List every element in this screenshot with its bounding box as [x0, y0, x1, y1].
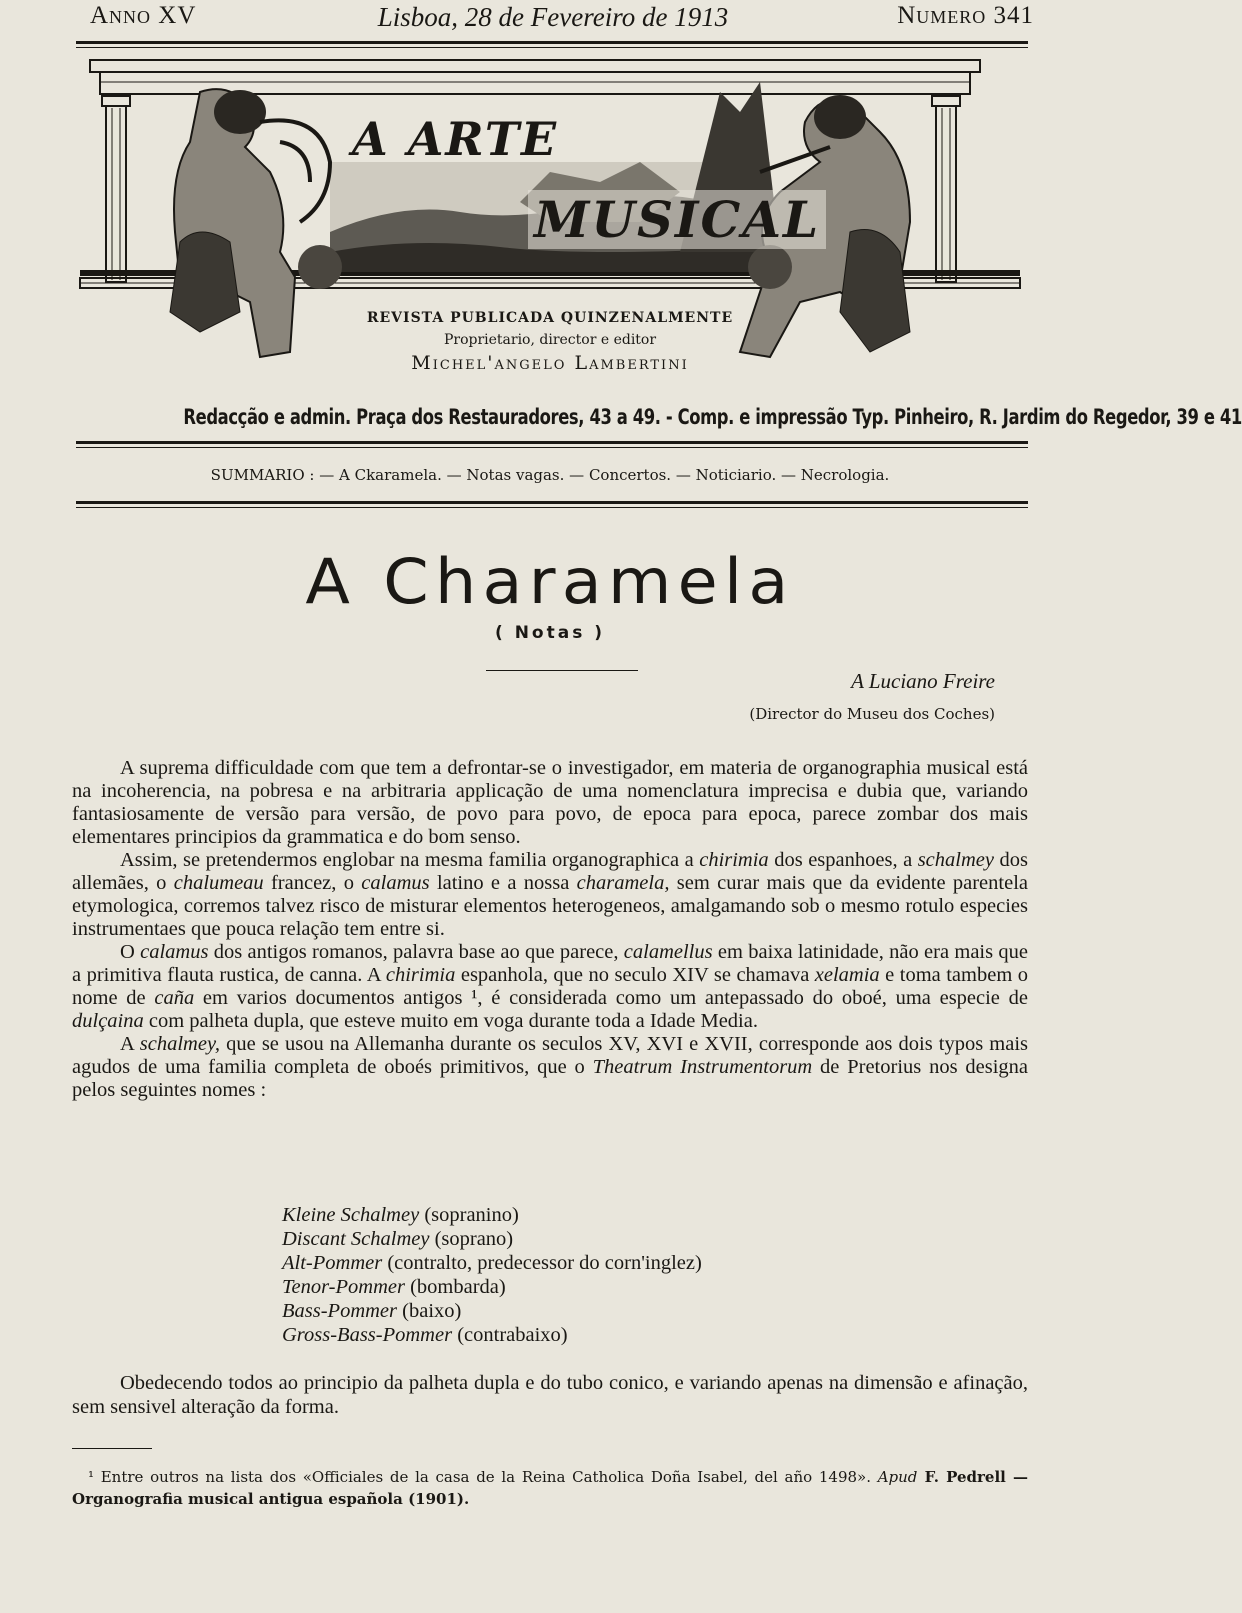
magazine-subtitle: REVISTA PUBLICADA QUINZENALMENTE: [366, 310, 734, 326]
instrument-list: [282, 1203, 702, 1347]
list-item: Discant Schalmey (soprano): [282, 1228, 514, 1250]
dedication-note: (Director do Museu dos Coches): [749, 705, 995, 723]
footnote: [72, 1466, 1028, 1510]
list-item: Bass-Pommer (baixo): [282, 1300, 462, 1322]
paragraph-1: A suprema difficuldade com que tem a defrontar-se o investigador, em materia de organographia musical está na incoherencia, na pobresa e na arbitraria applicação de uma nomenclatura imprecisa e dubia que, variando fantasiosamente de versão para versão, de povo para povo, de epoca para epoca, parece zombar dos mais elementares principios da grammatica e do bom senso.: [72, 757, 1028, 848]
footnote-rule: [72, 1448, 152, 1449]
address-rule: [76, 441, 1028, 444]
owner-line: Proprietario, director e editor: [443, 332, 657, 348]
masthead: [80, 52, 1020, 392]
header-rule-top-thin: [76, 47, 1028, 48]
summary-rule-thin: [76, 507, 1028, 508]
paragraph-2: Assim, se pretendermos englobar na mesma familia organographica a chirimia dos espanhoes, a schalmey dos allemães, o chalumeau francez, o calamus latino e a nossa charamela, sem curar mais que da evidente parentela etymologica, corremos talvez risco de misturar elementos heterogeneos, amalgamando sob o mesmo rotulo especies instrumentaes que pouca relação tem entre si.: [72, 849, 1028, 940]
magazine-title-line1: A ARTE: [352, 112, 559, 166]
volume-label: Anno XV: [90, 2, 197, 29]
paragraph-3: O calamus dos antigos romanos, palavra base ao que parece, calamellus em baixa latinidade, não era mais que a primitiva flauta rustica, de canna. A chirimia espanhola, que no seculo XIV se chamava xelamia e toma tambem o nome de caña em varios documentos antigos ¹, é considerada como um antepassado do oboé, uma especie de dulçaina com palheta dupla, que esteve muito em voga durante toda a Idade Media.: [72, 941, 1028, 1032]
magazine-title-line2: MUSICAL: [528, 190, 826, 249]
address-rule-thin: [76, 447, 1028, 448]
header-rule-top: [76, 41, 1028, 44]
summary-line: SUMMARIO : — A Ckaramela. — Notas vagas. — Concertos. — Noticiario. — Necrologia.: [210, 466, 890, 484]
paragraph-4: A schalmey, que se usou na Allemanha durante os seculos XV, XVI e XVII, corresponde aos dois typos mais agudos de uma familia completa de oboés primitivos, que o Theatrum Instrumentorum de Pretorius nos designa pelos seguintes nomes :: [72, 1033, 1028, 1101]
issue-date: Lisboa, 28 de Fevereiro de 1913: [377, 2, 729, 32]
footnote-text: ¹ Entre outros na lista dos «Officiales de la casa de la Reina Catholica Doña Isabel, del año 1498». Apud F. Pedrell — Organografia musical antigua española (1901).: [72, 1468, 1028, 1508]
address-line: Redacção e admin. Praça dos Restauradores, 43 a 49. - Comp. e impressão Typ. Pinheiro, R. Jardim do Regedor, 39 e 41: [183, 405, 1242, 429]
issue-number: Numero 341: [897, 2, 1034, 29]
article-title: A Charamela: [305, 545, 795, 618]
paragraph-5: Obedecendo todos ao principio da palheta dupla e do tubo conico, e variando apenas na dimensão e afinação, sem sensivel alteração da forma.: [72, 1372, 1028, 1418]
owner-name: Michel'angelo Lambertini: [411, 352, 689, 374]
title-divider: [486, 670, 638, 671]
issue-header: [72, 2, 1034, 38]
paragraph-5-container: [72, 1371, 1028, 1419]
article-subtitle: ( Notas ): [495, 623, 605, 643]
list-item: Tenor-Pommer (bombarda): [282, 1276, 506, 1298]
list-item: Alt-Pommer (contralto, predecessor do corn'inglez): [282, 1252, 702, 1274]
list-item: Kleine Schalmey (sopranino): [282, 1204, 519, 1226]
list-item: Gross-Bass-Pommer (contrabaixo): [282, 1324, 568, 1346]
summary-rule: [76, 501, 1028, 504]
article-body: [72, 757, 1028, 1102]
dedication: A Luciano Freire: [851, 669, 995, 693]
